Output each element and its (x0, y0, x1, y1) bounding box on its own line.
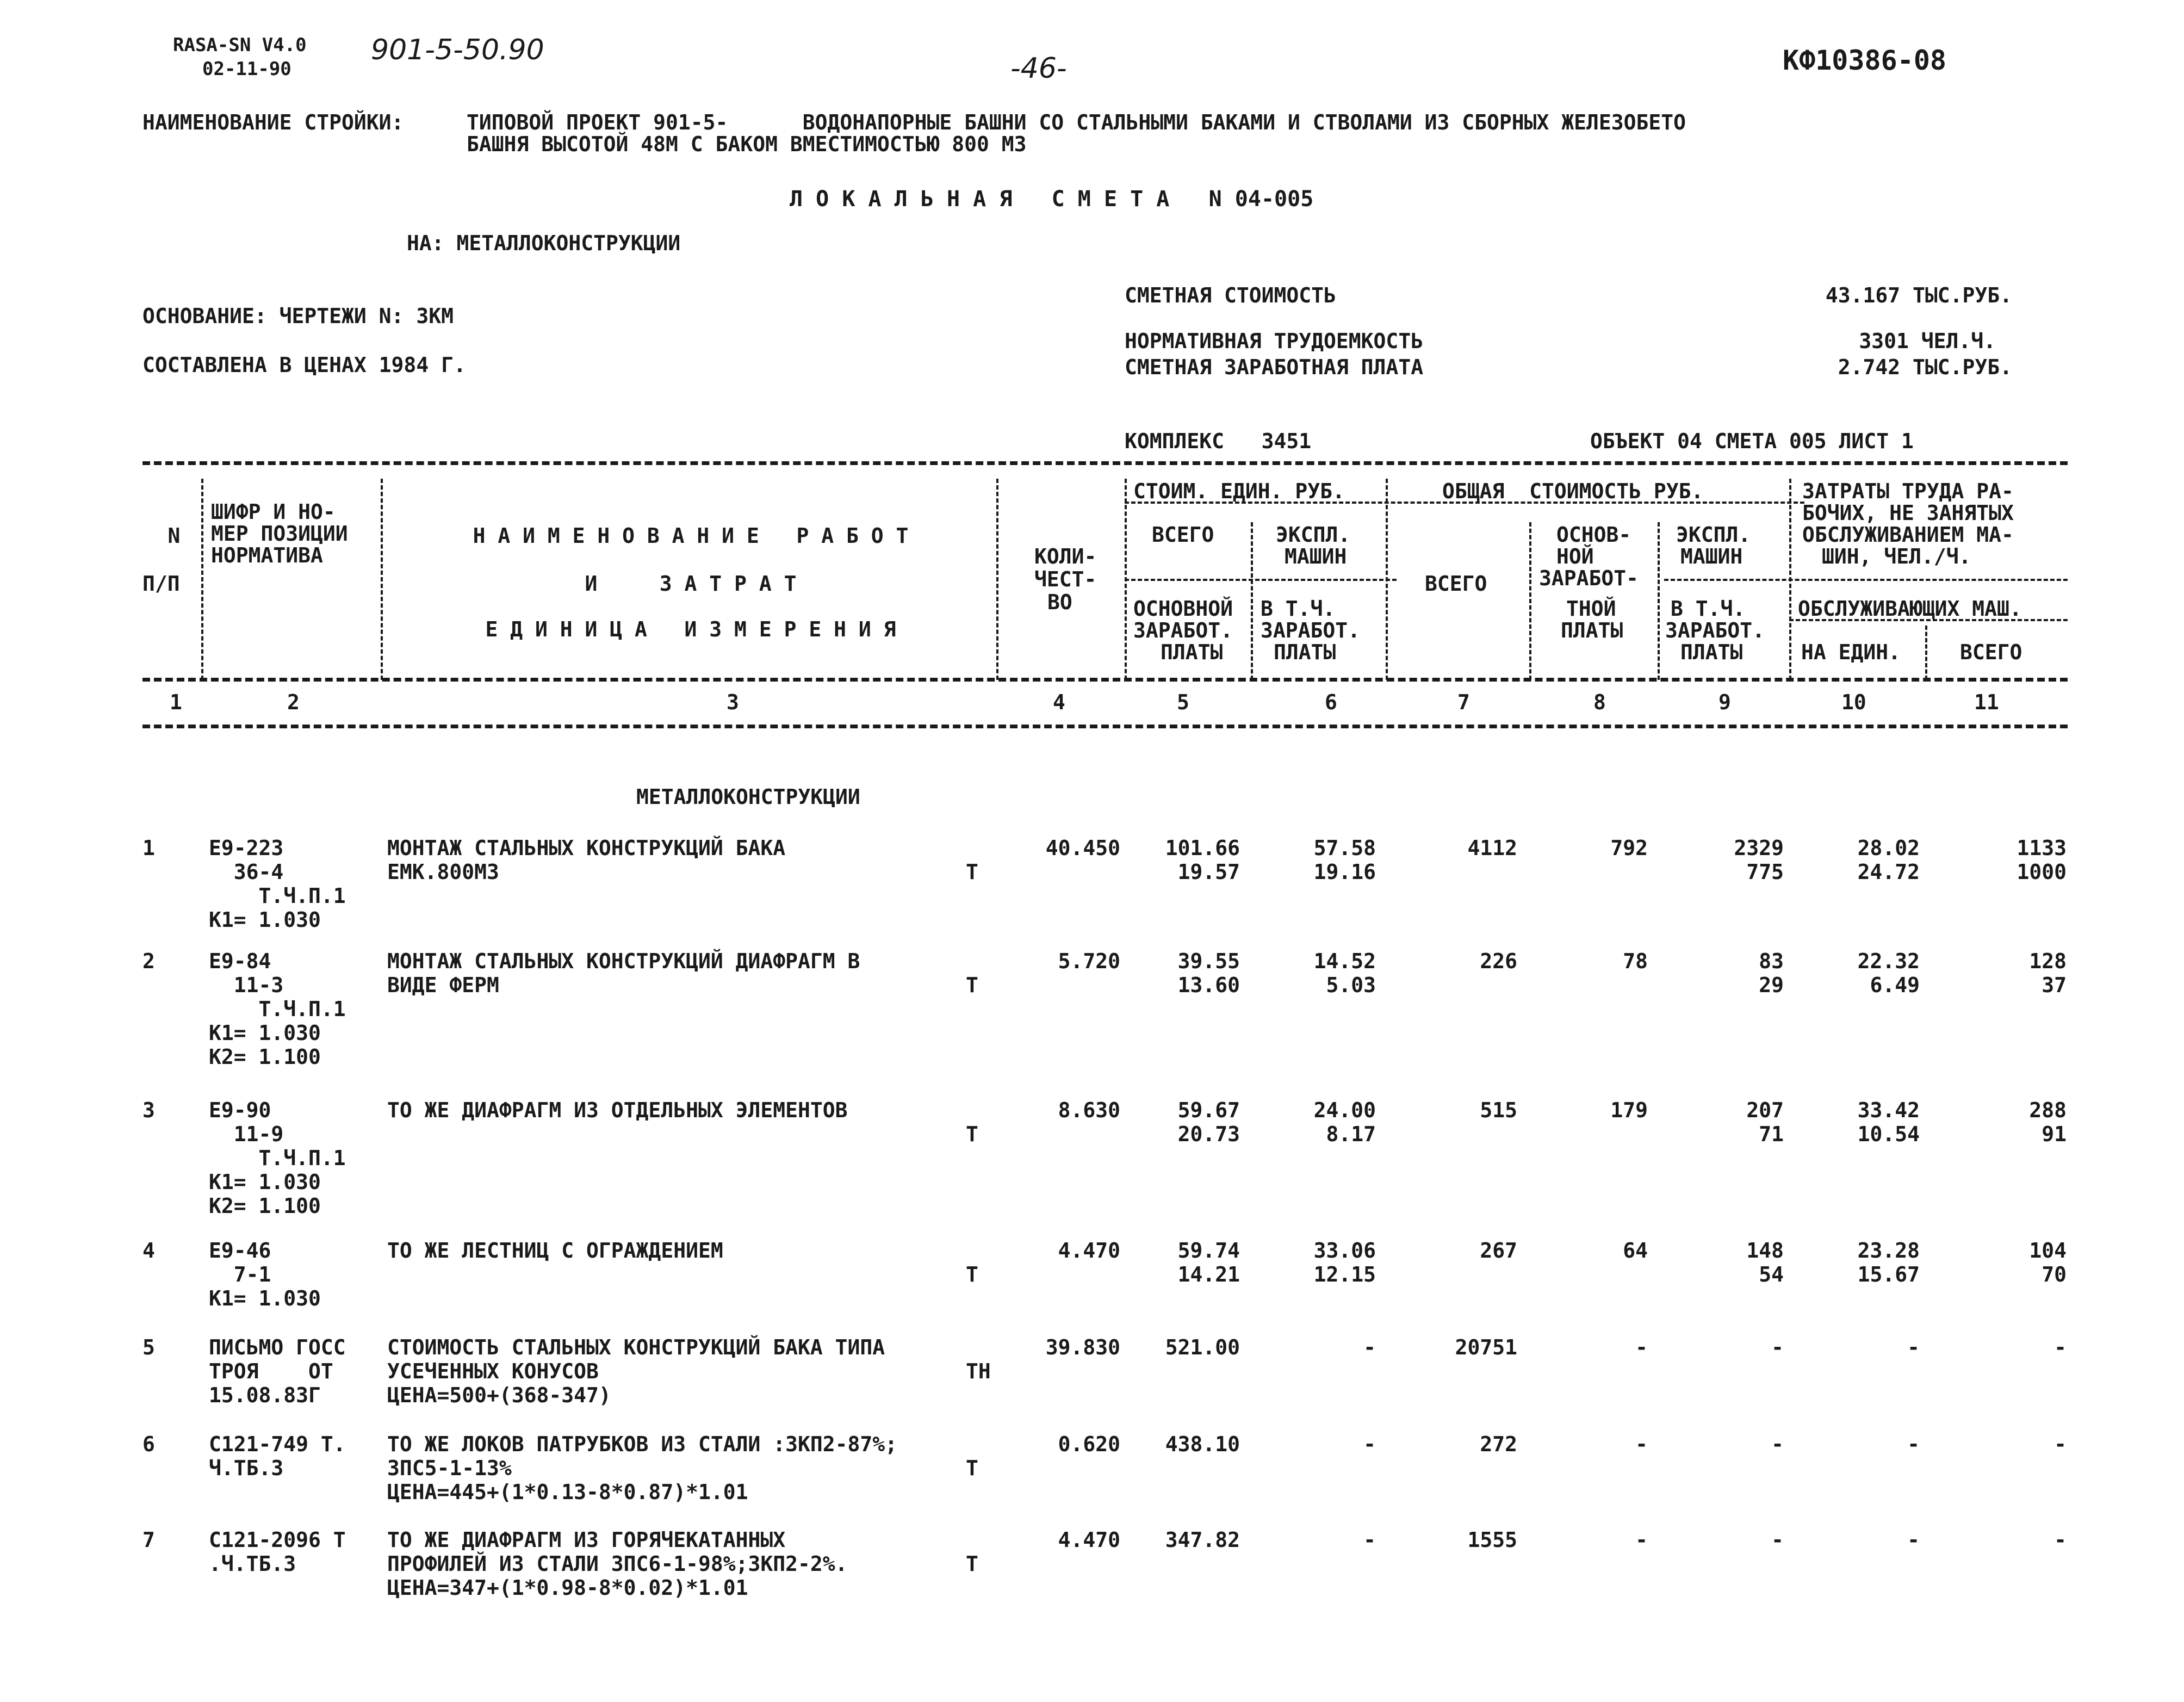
col-number: 1 (170, 690, 182, 714)
row-norm-code: .Ч.ТБ.3 (209, 1552, 296, 1576)
row-labor-total: 288 (2029, 1098, 2067, 1122)
col-number: 8 (1593, 690, 1606, 714)
row-norm-code: Ч.ТБ.3 (209, 1456, 284, 1480)
hdr-unit-incl-1: В Т.Ч. (1261, 597, 1336, 621)
row-labor-per-unit: 10.54 (1857, 1122, 1920, 1146)
row-unit-machine-cost: - (1363, 1528, 1376, 1552)
col-divider (1925, 626, 1927, 680)
hdr-code-2: МЕР ПОЗИЦИИ (211, 522, 348, 546)
row-unit: Т (966, 973, 978, 997)
col-divider (381, 479, 383, 680)
row-labor-per-unit: - (1907, 1335, 1920, 1359)
col-divider (996, 479, 998, 680)
row-norm-code: К1= 1.030 (209, 1170, 321, 1194)
complex-number: КОМПЛЕКС 3451 (1125, 429, 1312, 453)
hdr-labor-total: ВСЕГО (1960, 640, 2022, 664)
row-work-name: ТО ЖЕ ЛОКОВ ПАТРУБКОВ ИЗ СТАЛИ :3КП2-87%; (387, 1432, 897, 1456)
header-number-top-rule (142, 678, 2068, 682)
row-unit-machine-cost: - (1363, 1432, 1376, 1456)
row-work-name: ЕМК.800М3 (387, 860, 499, 884)
row-labor-total: 1133 (2017, 836, 2067, 860)
row-labor-per-unit: 33.42 (1857, 1098, 1920, 1122)
hdr-total-mach-1: ЭКСПЛ. (1676, 523, 1751, 547)
row-number: 1 (142, 836, 155, 860)
row-unit-cost: 438.10 (1165, 1432, 1240, 1456)
row-total-machine-cost: 207 (1746, 1098, 1784, 1122)
section-title: МЕТАЛЛОКОНСТРУКЦИИ (636, 785, 860, 809)
hdr-total-wage-4: ТНОЙ (1566, 597, 1616, 621)
hdr-total-cost: ОБЩАЯ СТОИМОСТЬ РУБ. (1442, 479, 1704, 503)
row-unit: Т (966, 1262, 978, 1286)
row-norm-code: ТРОЯ ОТ (209, 1359, 333, 1383)
row-unit-cost: 521.00 (1165, 1335, 1240, 1359)
hdr-work-unit: Е Д И Н И Ц А И З М Е Р Е Н И Я (485, 617, 896, 641)
row-total-cost: 267 (1480, 1239, 1517, 1262)
hdr-code-1: ШИФР И НО- (211, 500, 336, 524)
estimate-subject: НА: МЕТАЛЛОКОНСТРУКЦИИ (407, 231, 681, 255)
col-divider (201, 479, 203, 680)
row-norm-code: К1= 1.030 (209, 908, 321, 932)
row-unit: Т (966, 1456, 978, 1480)
col-number: 11 (1974, 690, 1999, 714)
row-unit-cost: 14.21 (1177, 1262, 1240, 1286)
hdr-num: N (167, 524, 181, 548)
object-estimate-sheet: ОБЪЕКТ 04 СМЕТА 005 ЛИСТ 1 (1590, 429, 1914, 453)
hdr-unit-mach-1: ЭКСПЛ. (1276, 523, 1351, 547)
row-unit-machine-cost: 5.03 (1326, 973, 1376, 997)
hdr-total-incl-2: ЗАРАБОТ. (1665, 618, 1765, 642)
summary-cost-value: 43.167 ТЫС.РУБ. (1825, 283, 2012, 307)
project-label: НАИМЕНОВАНИЕ СТРОЙКИ: (142, 110, 404, 134)
row-labor-total: 91 (2042, 1122, 2067, 1146)
row-norm-code: К1= 1.030 (209, 1286, 321, 1310)
row-quantity: 0.620 (1058, 1432, 1120, 1456)
estimate-basis: ОСНОВАНИЕ: ЧЕРТЕЖИ N: 3КМ (142, 304, 454, 328)
project-name-line2: БАШНЯ ВЫСОТОЙ 48М С БАКОМ ВМЕСТИМОСТЬЮ 800 М3 (467, 132, 1027, 156)
row-work-name: ТО ЖЕ ЛЕСТНИЦ С ОГРАЖДЕНИЕМ (387, 1239, 723, 1262)
row-quantity: 39.830 (1045, 1335, 1120, 1359)
row-unit-machine-cost: 14.52 (1313, 949, 1376, 973)
row-work-name: СТОИМОСТЬ СТАЛЬНЫХ КОНСТРУКЦИЙ БАКА ТИПА (387, 1335, 885, 1359)
row-number: 7 (142, 1528, 155, 1552)
row-work-name: ЦЕНА=445+(1*0.13-8*0.87)*1.01 (387, 1480, 748, 1504)
price-level-year: СОСТАВЛЕНА В ЦЕНАХ 1984 Г. (142, 353, 466, 377)
hdr-unit-wage-1: ОСНОВНОЙ (1133, 597, 1233, 621)
row-work-name: УСЕЧЕННЫХ КОНУСОВ (387, 1359, 599, 1383)
hdr-labor-4: ШИН, ЧЕЛ./Ч. (1822, 544, 1971, 568)
row-quantity: 4.470 (1058, 1239, 1120, 1262)
row-norm-code: К2= 1.100 (209, 1194, 321, 1218)
hdr-total-incl-3: ПЛАТЫ (1680, 640, 1743, 664)
row-unit-cost: 59.74 (1177, 1239, 1240, 1262)
row-labor-per-unit: 28.02 (1857, 836, 1920, 860)
row-norm-code: 36-4 (209, 860, 284, 884)
row-labor-total: 37 (2042, 973, 2067, 997)
row-work-name: МОНТАЖ СТАЛЬНЫХ КОНСТРУКЦИЙ ДИАФРАГМ В (387, 949, 860, 973)
hdr-unit-wage-2: ЗАРАБОТ. (1133, 618, 1233, 642)
row-unit-machine-cost: 19.16 (1313, 860, 1376, 884)
hdr-total-wage-2: НОЙ (1556, 544, 1594, 568)
summary-wage-label: СМЕТНАЯ ЗАРАБОТНАЯ ПЛАТА (1125, 355, 1424, 379)
hdr-labor-2: БОЧИХ, НЕ ЗАНЯТЫХ (1802, 501, 2014, 525)
row-norm-code: Т.Ч.П.1 (209, 997, 346, 1021)
hdr-unit-mach-2: МАШИН (1285, 544, 1347, 568)
hdr-total-wage-5: ПЛАТЫ (1561, 618, 1623, 642)
row-labor-per-unit: 6.49 (1870, 973, 1920, 997)
row-unit-machine-cost: 24.00 (1313, 1098, 1376, 1122)
row-labor-total: 128 (2029, 949, 2067, 973)
col-divider (1386, 479, 1388, 680)
row-total-machine-cost: 54 (1759, 1262, 1784, 1286)
row-labor-per-unit: 15.67 (1857, 1262, 1920, 1286)
row-total-cost: 272 (1480, 1432, 1517, 1456)
row-total-machine-cost: - (1771, 1432, 1784, 1456)
row-unit-machine-cost: 33.06 (1313, 1239, 1376, 1262)
row-total-cost: 20751 (1455, 1335, 1517, 1359)
row-labor-per-unit: 24.72 (1857, 860, 1920, 884)
row-unit-cost: 20.73 (1177, 1122, 1240, 1146)
row-norm-code: 15.08.83Г (209, 1383, 321, 1407)
row-labor-per-unit: - (1907, 1432, 1920, 1456)
row-work-name: ЦЕНА=347+(1*0.98-8*0.02)*1.01 (387, 1576, 748, 1600)
row-quantity: 5.720 (1058, 949, 1120, 973)
row-unit: Т (966, 860, 978, 884)
row-total-machine-cost: 29 (1759, 973, 1784, 997)
col-divider (1658, 522, 1660, 680)
col-number: 9 (1718, 690, 1731, 714)
hdr-qty-2: ЧЕСТ- (1034, 567, 1097, 591)
row-quantity: 4.470 (1058, 1528, 1120, 1552)
row-unit-machine-cost: 8.17 (1326, 1122, 1376, 1146)
row-norm-code: 11-3 (209, 973, 284, 997)
row-labor-total: 104 (2029, 1239, 2067, 1262)
hdr-unit-cost: СТОИМ. ЕДИН. РУБ. (1133, 479, 1345, 503)
row-work-name: ВИДЕ ФЕРМ (387, 973, 499, 997)
hdr-qty-1: КОЛИ- (1034, 544, 1097, 568)
col-number: 2 (287, 690, 300, 714)
hdr-total-mach-2: МАШИН (1680, 544, 1743, 568)
hdr-total-wage-1: ОСНОВ- (1556, 523, 1631, 547)
row-quantity: 8.630 (1058, 1098, 1120, 1122)
row-number: 6 (142, 1432, 155, 1456)
row-norm-code: ПИСЬМО ГОСС (209, 1335, 346, 1359)
hdr-labor-per-unit: НА ЕДИН. (1801, 640, 1901, 664)
row-total-machine-cost: - (1771, 1335, 1784, 1359)
row-total-wage: 78 (1623, 949, 1648, 973)
col-divider (1125, 479, 1127, 680)
hdr-unit-incl-2: ЗАРАБОТ. (1261, 618, 1361, 642)
row-number: 5 (142, 1335, 155, 1359)
row-norm-code: С121-2096 Т (209, 1528, 346, 1552)
row-total-wage: - (1635, 1335, 1648, 1359)
row-unit-cost: 347.82 (1165, 1528, 1240, 1552)
row-total-machine-cost: 148 (1746, 1239, 1784, 1262)
col-divider (1789, 479, 1791, 680)
row-total-cost: 226 (1480, 949, 1517, 973)
row-norm-code: 7-1 (209, 1262, 271, 1286)
row-labor-per-unit: - (1907, 1528, 1920, 1552)
col-number: 5 (1177, 690, 1189, 714)
row-norm-code: 11-9 (209, 1122, 284, 1146)
row-unit-cost: 19.57 (1177, 860, 1240, 884)
row-labor-total: - (2054, 1528, 2067, 1552)
header-inner-rule-unit (1125, 579, 1397, 581)
hdr-total-wage-3: ЗАРАБОТ- (1539, 566, 1639, 590)
summary-cost-label: СМЕТНАЯ СТОИМОСТЬ (1125, 283, 1336, 307)
row-unit: ТН (966, 1359, 991, 1383)
col-number: 10 (1841, 690, 1866, 714)
hdr-code-3: НОРМАТИВА (211, 543, 323, 567)
hdr-work-name: Н А И М Е Н О В А Н И Е Р А Б О Т (473, 524, 909, 548)
row-work-name: 3ПС5-1-13% (387, 1456, 512, 1480)
row-total-machine-cost: 83 (1759, 949, 1784, 973)
hdr-qty-3: ВО (1047, 590, 1072, 614)
row-norm-code: К2= 1.100 (209, 1045, 321, 1069)
row-labor-per-unit: 23.28 (1857, 1239, 1920, 1262)
hdr-unit-wage-3: ПЛАТЫ (1161, 640, 1223, 664)
col-number: 4 (1053, 690, 1065, 714)
row-norm-code: К1= 1.030 (209, 1021, 321, 1045)
row-labor-total: - (2054, 1432, 2067, 1456)
col-number: 3 (727, 690, 739, 714)
row-labor-total: 70 (2042, 1262, 2067, 1286)
estimate-title: Л О К А Л Ь Н А Я С М Е Т А N 04-005 (790, 187, 1314, 212)
row-norm-code: С121-749 Т. (209, 1432, 346, 1456)
row-norm-code: Е9-223 (209, 836, 284, 860)
row-unit-machine-cost: 57.58 (1313, 836, 1376, 860)
hdr-unit-total: ВСЕГО (1152, 523, 1214, 547)
row-norm-code: Е9-84 (209, 949, 271, 973)
page-number: -46- (1010, 52, 1067, 85)
row-unit: Т (966, 1122, 978, 1146)
row-total-wage: - (1635, 1432, 1648, 1456)
row-unit-machine-cost: - (1363, 1335, 1376, 1359)
hdr-work-costs: И З А Т Р А Т (585, 572, 797, 596)
row-norm-code: Е9-46 (209, 1239, 271, 1262)
row-total-cost: 1555 (1467, 1528, 1517, 1552)
hdr-labor-service: ОБСЛУЖИВАЮЩИХ МАШ. (1798, 597, 2022, 621)
row-unit-cost: 59.67 (1177, 1098, 1240, 1122)
row-norm-code: Т.Ч.П.1 (209, 884, 346, 908)
row-total-cost: 4112 (1467, 836, 1517, 860)
hdr-total-all: ВСЕГО (1425, 572, 1487, 596)
row-unit-machine-cost: 12.15 (1313, 1262, 1376, 1286)
row-unit: Т (966, 1552, 978, 1576)
row-work-name: ТО ЖЕ ДИАФРАГМ ИЗ ГОРЯЧЕКАТАННЫХ (387, 1528, 786, 1552)
project-name-line1: ТИПОВОЙ ПРОЕКТ 901-5- ВОДОНАПОРНЫЕ БАШНИ СО СТАЛЬНЫМИ БАКАМИ И СТВОЛАМИ ИЗ СБОРНЫХ ЖЕЛЕЗОБЕТО (467, 110, 1686, 134)
row-number: 3 (142, 1098, 155, 1122)
header-bottom-rule (142, 725, 2068, 728)
row-total-machine-cost: - (1771, 1528, 1784, 1552)
row-number: 4 (142, 1239, 155, 1262)
col-number: 7 (1457, 690, 1470, 714)
col-number: 6 (1325, 690, 1337, 714)
row-total-wage: 179 (1610, 1098, 1648, 1122)
program-version: RASA-SN V4.0 (173, 34, 307, 56)
document-code: КФ10386-08 (1783, 45, 1947, 76)
row-work-name: МОНТАЖ СТАЛЬНЫХ КОНСТРУКЦИЙ БАКА (387, 836, 786, 860)
row-quantity: 40.450 (1045, 836, 1120, 860)
summary-labor-label: НОРМАТИВНАЯ ТРУДОЕМКОСТЬ (1125, 329, 1424, 353)
hdr-total-incl-1: В Т.Ч. (1671, 597, 1746, 621)
row-labor-total: 1000 (2017, 860, 2067, 884)
row-total-wage: 792 (1610, 836, 1648, 860)
row-unit-cost: 13.60 (1177, 973, 1240, 997)
summary-labor-value: 3301 ЧЕЛ.Ч. (1859, 329, 1996, 353)
hdr-num-pp: П/П (142, 572, 180, 596)
row-work-name: ПРОФИЛЕЙ ИЗ СТАЛИ 3ПС6-1-98%;3КП2-2%. (387, 1552, 848, 1576)
row-norm-code: Т.Ч.П.1 (209, 1146, 346, 1170)
row-total-cost: 515 (1480, 1098, 1517, 1122)
row-total-machine-cost: 775 (1746, 860, 1784, 884)
hdr-unit-incl-3: ПЛАТЫ (1274, 640, 1336, 664)
row-norm-code: Е9-90 (209, 1098, 271, 1122)
summary-wage-value: 2.742 ТЫС.РУБ. (1838, 355, 2012, 379)
row-work-name: ТО ЖЕ ДИАФРАГМ ИЗ ОТДЕЛЬНЫХ ЭЛЕМЕНТОВ (387, 1098, 848, 1122)
row-total-machine-cost: 2329 (1734, 836, 1784, 860)
row-labor-total: - (2054, 1335, 2067, 1359)
row-total-machine-cost: 71 (1759, 1122, 1784, 1146)
row-total-wage: - (1635, 1528, 1648, 1552)
hdr-labor-3: ОБСЛУЖИВАНИЕМ МА- (1802, 523, 2014, 547)
table-top-rule (142, 461, 2068, 465)
col-divider (1251, 522, 1253, 680)
col-divider (1529, 522, 1531, 680)
hdr-labor-1: ЗАТРАТЫ ТРУДА РА- (1802, 479, 2014, 503)
header-inner-rule-mach (1664, 579, 2068, 581)
row-work-name: ЦЕНА=500+(368-347) (387, 1383, 611, 1407)
row-labor-per-unit: 22.32 (1857, 949, 1920, 973)
row-unit-cost: 39.55 (1177, 949, 1240, 973)
row-total-wage: 64 (1623, 1239, 1648, 1262)
handwritten-project-code: 901-5-50.90 (371, 34, 544, 66)
row-number: 2 (142, 949, 155, 973)
row-unit-cost: 101.66 (1165, 836, 1240, 860)
program-date: 02-11-90 (202, 58, 291, 80)
